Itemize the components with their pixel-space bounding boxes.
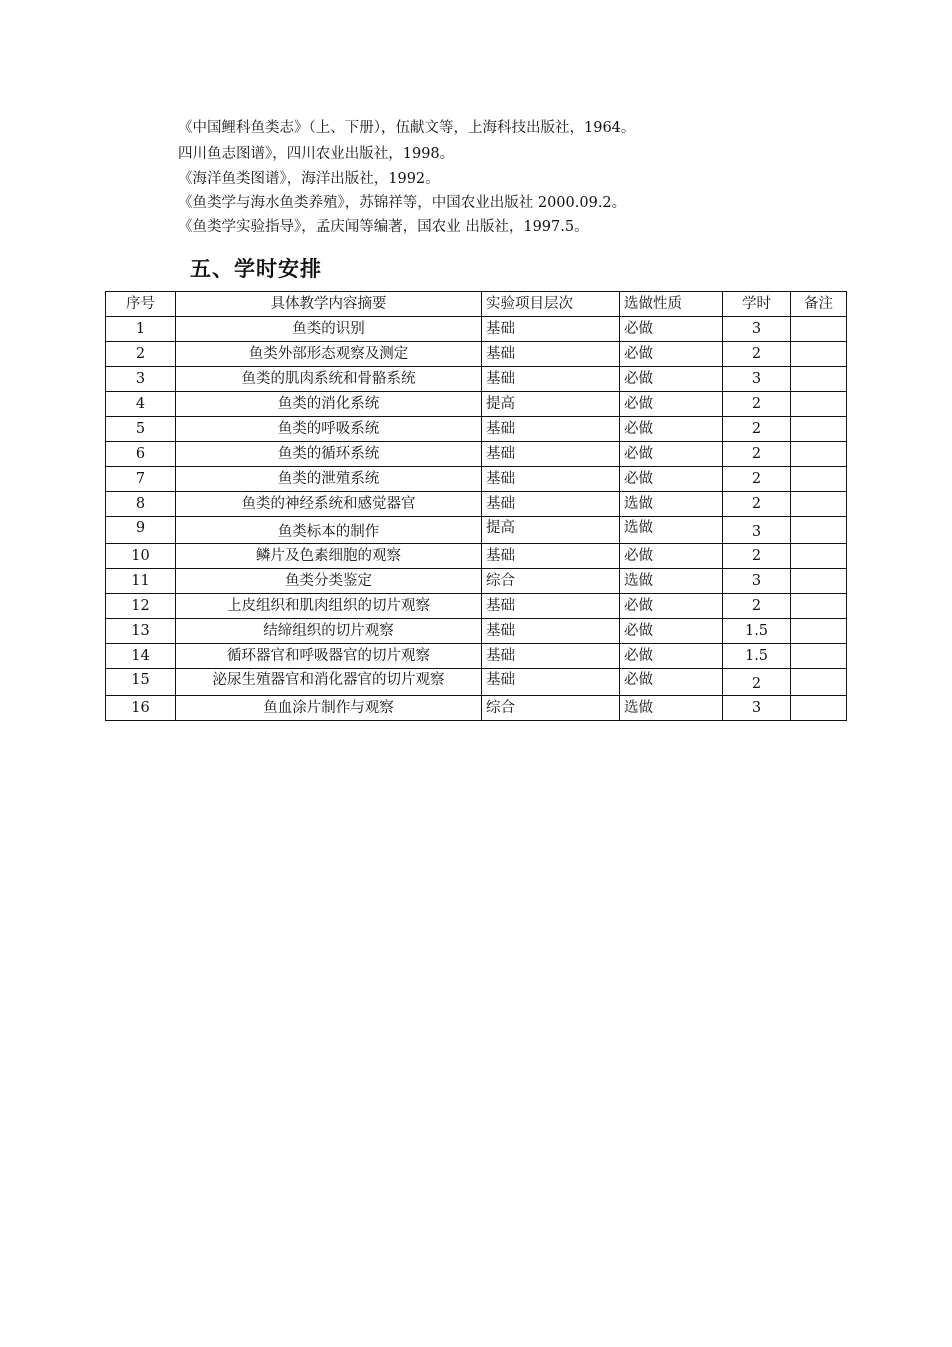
cell-number: 2 xyxy=(106,342,176,367)
table-row xyxy=(106,492,847,517)
cell-number: 5 xyxy=(106,417,176,442)
cell-note xyxy=(791,619,847,644)
header-type: 选做性质 xyxy=(620,292,723,317)
cell-note xyxy=(791,569,847,594)
cell-content: 鱼类外部形态观察及测定 xyxy=(176,342,482,367)
cell-content: 鱼血涂片制作与观察 xyxy=(176,696,482,721)
reference-item: 《中国鲤科鱼类志》（上、下册），伍献文等，上海科技出版社，1964。 xyxy=(178,120,636,136)
cell-hours: 3 xyxy=(723,696,791,721)
reference-item: 《鱼类学与海水鱼类养殖》，苏锦祥等，中国农业出版社 2000.09.2。 xyxy=(178,195,627,211)
cell-number: 10 xyxy=(106,544,176,569)
header-number: 序号 xyxy=(106,292,176,317)
cell-level: 提高 xyxy=(482,392,620,417)
cell-type: 必做 xyxy=(620,317,723,342)
header-level: 实验项目层次 xyxy=(482,292,620,317)
cell-type: 必做 xyxy=(620,417,723,442)
cell-hours: 1.5 xyxy=(723,619,791,644)
cell-note xyxy=(791,644,847,669)
header-content: 具体教学内容摘要 xyxy=(176,292,482,317)
cell-level: 基础 xyxy=(482,594,620,619)
cell-content: 循环器官和呼吸器官的切片观察 xyxy=(176,644,482,669)
header-note: 备注 xyxy=(791,292,847,317)
cell-hours: 2 xyxy=(723,594,791,619)
cell-number: 7 xyxy=(106,467,176,492)
cell-number: 6 xyxy=(106,442,176,467)
cell-content: 鱼类的泄殖系统 xyxy=(176,467,482,492)
cell-content: 鱼类分类鉴定 xyxy=(176,569,482,594)
cell-type: 选做 xyxy=(620,569,723,594)
cell-type: 必做 xyxy=(620,644,723,669)
cell-hours: 2 xyxy=(723,492,791,517)
cell-hours: 2 xyxy=(723,442,791,467)
cell-content: 结缔组织的切片观察 xyxy=(176,619,482,644)
cell-note xyxy=(791,417,847,442)
cell-type: 选做 xyxy=(620,492,723,517)
cell-type: 必做 xyxy=(620,544,723,569)
cell-level: 基础 xyxy=(482,619,620,644)
cell-number: 15 xyxy=(106,669,176,696)
cell-level: 基础 xyxy=(482,367,620,392)
cell-type: 选做 xyxy=(620,517,723,544)
cell-hours: 2 xyxy=(723,342,791,367)
cell-hours: 1.5 xyxy=(723,644,791,669)
cell-content: 泌尿生殖器官和消化器官的切片观察 xyxy=(176,669,482,696)
cell-hours: 3 xyxy=(723,517,791,544)
table-row xyxy=(106,669,847,696)
table-row xyxy=(106,544,847,569)
cell-hours: 3 xyxy=(723,367,791,392)
table-header-row xyxy=(106,292,847,317)
table-row xyxy=(106,417,847,442)
cell-number: 4 xyxy=(106,392,176,417)
schedule-table xyxy=(105,291,847,721)
cell-note xyxy=(791,669,847,696)
reference-item: 《海洋鱼类图谱》，海洋出版社，1992。 xyxy=(178,171,440,187)
table-row xyxy=(106,619,847,644)
cell-hours: 2 xyxy=(723,417,791,442)
cell-level: 基础 xyxy=(482,492,620,517)
cell-number: 9 xyxy=(106,517,176,544)
cell-level: 基础 xyxy=(482,442,620,467)
table-row xyxy=(106,696,847,721)
cell-content: 鱼类的消化系统 xyxy=(176,392,482,417)
cell-hours: 3 xyxy=(723,317,791,342)
cell-number: 14 xyxy=(106,644,176,669)
table-row xyxy=(106,442,847,467)
cell-number: 12 xyxy=(106,594,176,619)
table-row xyxy=(106,644,847,669)
cell-note xyxy=(791,367,847,392)
cell-note xyxy=(791,317,847,342)
cell-content: 鱼类的识别 xyxy=(176,317,482,342)
cell-content: 鱼类的肌肉系统和骨骼系统 xyxy=(176,367,482,392)
cell-level: 基础 xyxy=(482,467,620,492)
table-row xyxy=(106,392,847,417)
cell-level: 基础 xyxy=(482,417,620,442)
cell-note xyxy=(791,442,847,467)
cell-number: 1 xyxy=(106,317,176,342)
cell-content: 鱼类标本的制作 xyxy=(176,517,482,544)
cell-hours: 2 xyxy=(723,467,791,492)
cell-level: 综合 xyxy=(482,696,620,721)
cell-note xyxy=(791,594,847,619)
cell-number: 3 xyxy=(106,367,176,392)
cell-note xyxy=(791,544,847,569)
section-title: 五、学时安排 xyxy=(190,257,322,281)
cell-level: 基础 xyxy=(482,342,620,367)
cell-note xyxy=(791,467,847,492)
cell-hours: 3 xyxy=(723,569,791,594)
cell-type: 必做 xyxy=(620,367,723,392)
cell-note xyxy=(791,517,847,544)
cell-type: 必做 xyxy=(620,619,723,644)
cell-note xyxy=(791,696,847,721)
cell-hours: 2 xyxy=(723,544,791,569)
cell-note xyxy=(791,342,847,367)
reference-item: 《鱼类学实验指导》，孟庆闻等编著，国农业 出版社，1997.5。 xyxy=(178,219,589,235)
cell-type: 必做 xyxy=(620,442,723,467)
cell-level: 基础 xyxy=(482,669,620,696)
cell-number: 13 xyxy=(106,619,176,644)
cell-type: 必做 xyxy=(620,342,723,367)
cell-hours: 2 xyxy=(723,392,791,417)
table-row xyxy=(106,367,847,392)
cell-type: 必做 xyxy=(620,467,723,492)
cell-content: 鱼类的神经系统和感觉器官 xyxy=(176,492,482,517)
table-row xyxy=(106,317,847,342)
cell-type: 选做 xyxy=(620,696,723,721)
table-row xyxy=(106,342,847,367)
table-row xyxy=(106,594,847,619)
cell-level: 综合 xyxy=(482,569,620,594)
cell-content: 上皮组织和肌肉组织的切片观察 xyxy=(176,594,482,619)
cell-type: 必做 xyxy=(620,392,723,417)
cell-hours: 2 xyxy=(723,669,791,696)
cell-type: 必做 xyxy=(620,669,723,696)
header-hours: 学时 xyxy=(723,292,791,317)
cell-note xyxy=(791,492,847,517)
cell-number: 16 xyxy=(106,696,176,721)
cell-content: 鱼类的呼吸系统 xyxy=(176,417,482,442)
cell-level: 基础 xyxy=(482,644,620,669)
cell-number: 11 xyxy=(106,569,176,594)
cell-type: 必做 xyxy=(620,594,723,619)
cell-content: 鱼类的循环系统 xyxy=(176,442,482,467)
reference-item: 四川鱼志图谱》，四川农业出版社，1998。 xyxy=(178,146,455,162)
table-row xyxy=(106,467,847,492)
cell-level: 基础 xyxy=(482,544,620,569)
cell-content: 鳞片及色素细胞的观察 xyxy=(176,544,482,569)
cell-note xyxy=(791,392,847,417)
cell-level: 提高 xyxy=(482,517,620,544)
cell-number: 8 xyxy=(106,492,176,517)
table-row xyxy=(106,517,847,544)
cell-level: 基础 xyxy=(482,317,620,342)
table-row xyxy=(106,569,847,594)
